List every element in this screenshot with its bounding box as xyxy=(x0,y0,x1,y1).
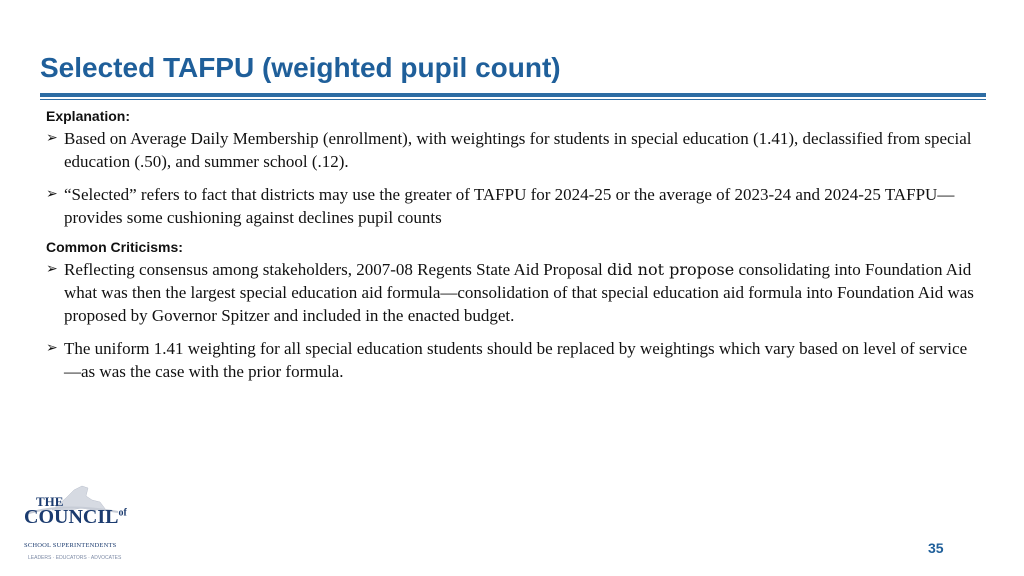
bullet-text: The uniform 1.41 weighting for all special education students should be replaced by weightings which vary based on level of service—as was the case with the prior formula. xyxy=(64,339,968,381)
list-item xyxy=(46,127,976,173)
bullet-text: Based on Average Daily Membership (enrollment), with weightings for students in special education (1.41), declassified from special education (.50), and summer school (.12). xyxy=(64,129,972,171)
arrow-bullet-icon: ➢ xyxy=(46,340,58,356)
council-logo xyxy=(22,480,127,570)
arrow-bullet-icon: ➢ xyxy=(46,261,58,277)
list-item xyxy=(46,183,976,229)
page-number: 35 xyxy=(928,540,944,556)
title-divider-thick xyxy=(40,93,986,97)
logo-council-word: COUNCIL xyxy=(24,506,119,528)
list-item xyxy=(46,258,976,327)
logo-the-text: THE xyxy=(36,494,64,509)
criticisms-heading: Common Criticisms: xyxy=(46,239,183,255)
bullet-text-part: consolidating into Foundation Aid what was then the largest special education aid formula—consolidation of that special education aid formula into Foundation Aid was proposed by Governor Spitzer and included in the enacted budget. xyxy=(64,260,974,325)
slide-body xyxy=(46,108,976,393)
title-divider-thin xyxy=(40,99,986,100)
logo-tagline: LEADERS · EDUCATORS · ADVOCATES xyxy=(28,555,122,561)
arrow-bullet-icon: ➢ xyxy=(46,130,58,146)
logo-of-text: of xyxy=(118,507,127,519)
page-title: Selected TAFPU (weighted pupil count) xyxy=(40,52,561,83)
list-item xyxy=(46,337,976,383)
explanation-heading: Explanation: xyxy=(46,108,131,124)
arrow-bullet-icon: ➢ xyxy=(46,186,58,202)
logo-subtitle: SCHOOL SUPERINTENDENTS xyxy=(24,542,117,549)
bullet-text: “Selected” refers to fact that districts may use the greater of TAFPU for 2024-25 or the average of 2023-24 and 2024-25 TAFPU—provides some cushioning against declines pupil counts xyxy=(64,185,955,227)
emphasis-text: did not propose xyxy=(606,260,735,279)
logo-council-text xyxy=(24,506,127,529)
bullet-text-part: Reflecting consensus among stakeholders, 2007-08 Regents State Aid Proposal xyxy=(64,260,607,279)
